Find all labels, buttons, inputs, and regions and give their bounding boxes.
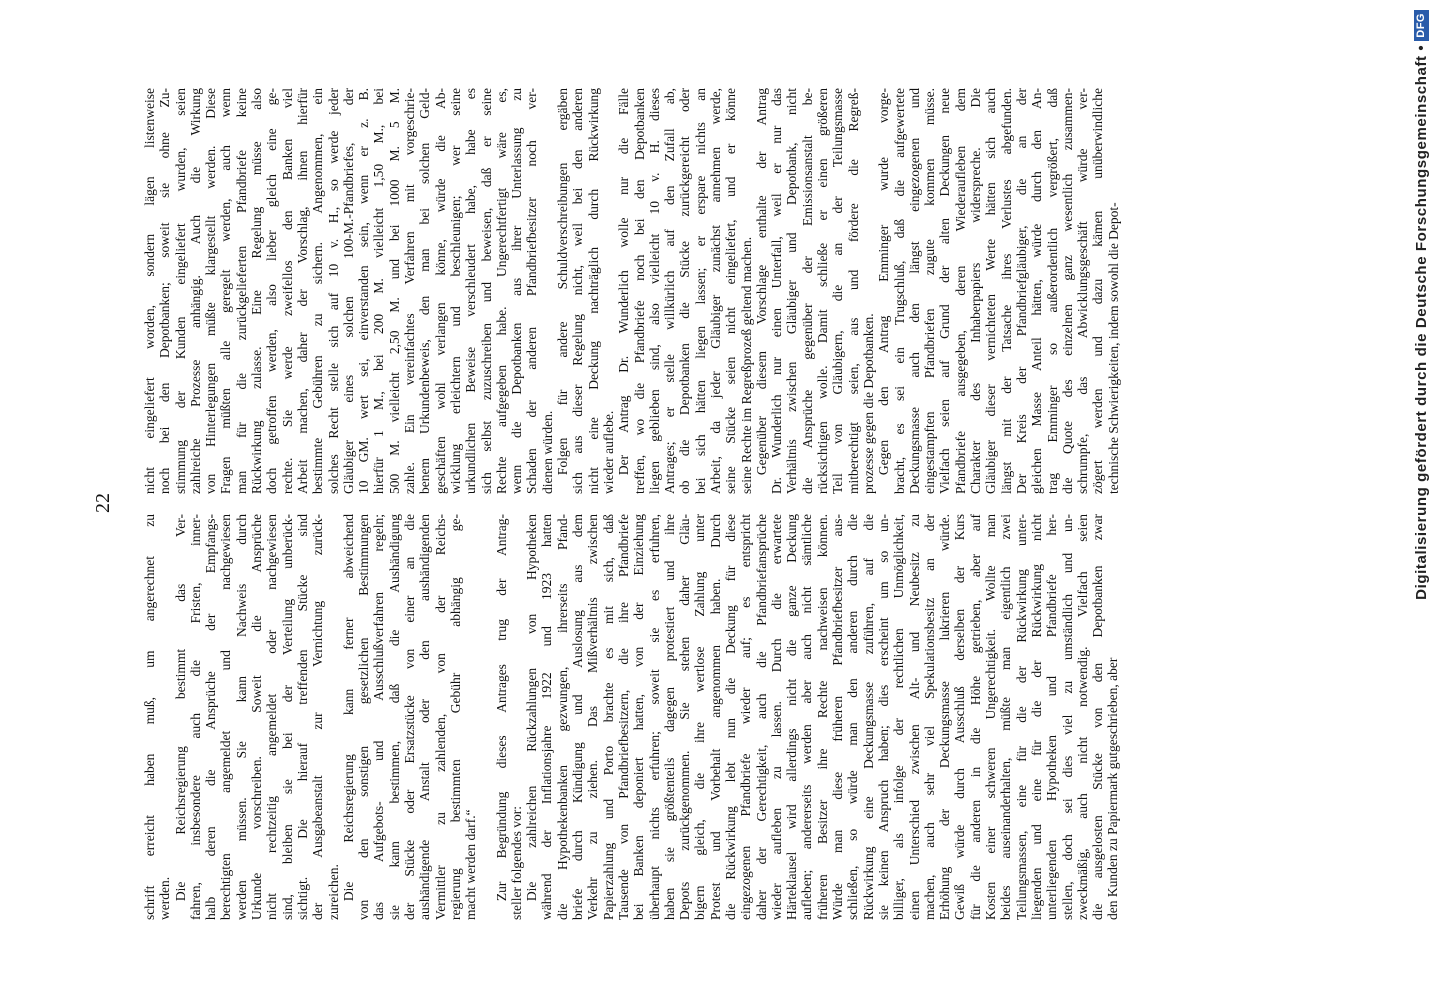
text-line: bei sich hätten liegen lassen; er erspare nichts an (692, 88, 708, 494)
text-line: zahlreiche Prozesse anhängig. Auch die Wirkung (187, 88, 203, 494)
text-line: eingestampften Pfandbriefen zugute kommen müsse. (922, 88, 938, 494)
text-line: Kosten einer schweren Ungerechtigkeit. Wollte man (983, 514, 999, 920)
text-line: Härteklausel wird allerdings nicht die ganze Deckung (784, 514, 800, 920)
text-line: die Rückwirkung lebt nun die Deckung für diese (722, 514, 738, 920)
text-line: sie kann bestimmen, daß die Aushändigung (386, 514, 402, 920)
text-line: liegenden und eine für die der Rückwirkung nicht (1028, 514, 1044, 920)
text-line: die Quote des einzelnen ganz wesentlich zusammen- (1059, 88, 1075, 494)
text-line: steller folgendes vor: (508, 806, 524, 920)
text-line: die Ansprüche gegenüber der Emissionsanstalt be- (799, 88, 815, 494)
digitization-credit (1413, 10, 1429, 700)
text-line: schrumpfe, das Abwicklungsgeschäft würde ver- (1075, 88, 1091, 494)
text-line: Die Reichsregierung bestimmt das Ver- (172, 514, 188, 902)
text-line: liegen geblieben sind, also vielleicht 10 v. H. dieses (646, 88, 662, 494)
text-line: sich selbst zuzuschreiben und beweisen, daß er seine (478, 88, 494, 494)
text-line: Fragen müßten alle geregelt werden, auch wenn (218, 88, 234, 494)
credit-text: Digitalisierung gefördert durch die Deutsche Forschungsgemeinschaft • (1412, 44, 1430, 600)
left-column (138, 514, 1128, 920)
text-line: längst mit der Tatsache ihres Verlustes abgefunden. (998, 88, 1014, 494)
text-line: 10 GM. wert sei, einverstanden sein, wenn er z. B. (356, 88, 372, 494)
text-line: billiger, als infolge der rechtlichen Unmöglichkeit, (891, 514, 907, 920)
text-line: früheren Besitzer ihre Rechte nachweisen können. (814, 514, 830, 920)
text-line: sie keinen Anspruch haben; dies erscheint um so un- (875, 514, 891, 920)
text-line: Depots zurückgenommen. Sie stehen daher Gläu- (677, 514, 693, 920)
text-line: Charakter des Inhaberpapiers widerspreche. Die (968, 88, 984, 494)
text-line: schließen, so würde man den anderen durch die (845, 514, 861, 920)
text-line: die ausgelosten Stücke von den Depotbanken zwar (1090, 514, 1106, 920)
text-line: werden. (157, 876, 173, 920)
text-line: stimmung der Kunden eingeliefert wurden, seien (172, 88, 188, 494)
text-line: werden müssen. Sie kann Nachweis durch (233, 514, 249, 920)
text-line: Gläubiger dieser vernichteten Werte hätten sich auch (983, 88, 999, 494)
text-line: wieder auflebe. (600, 410, 616, 494)
text-line: Der Antrag Dr. Wunderlich wolle nur die Fälle (616, 88, 632, 476)
text-line: Die zahlreichen Rückzahlungen von Hypotheken (524, 514, 540, 902)
text-line: während der Inflationsjahre 1922 und 1923 hatten (539, 514, 555, 920)
text-line: Rechte aufgegeben habe. Ungerechtfertigt wäre es, (493, 88, 509, 494)
text-line: mitberechtigt seien, aus und fördere die Regreß- (845, 88, 861, 494)
text-line: technische Schwierigkeiten, indem sowohl die Depot- (1105, 202, 1121, 494)
text-line: rücksichtigen wolle. Damit schließe er einen größeren (815, 88, 831, 494)
right-column (138, 88, 1128, 494)
text-line: wieder aufleben zu lassen. Durch die erwartete (768, 514, 784, 920)
text-line: seine Rechte im Regreßprozeß geltend machen. (738, 236, 754, 494)
text-line: Urkunde vorschreiben. Soweit die Ansprüche (249, 514, 265, 920)
paragraph (142, 88, 555, 494)
text-line: 500 M. vielleicht 2,50 M. und bei 1000 M. 5 M. (386, 88, 402, 494)
text-line: eingezogenen Pfandbriefe wieder auf; es entspricht (738, 514, 754, 920)
text-line: das Aufgebots- und Ausschlußverfahren regeln; (371, 514, 387, 920)
text-line: den Kunden zu Papiermark gutgeschrieben, aber (1105, 657, 1121, 920)
text-line: Gewiß würde durch Ausschluß derselben der Kurs (952, 514, 968, 920)
text-line: die Hypothekenbanken gezwungen, ihrerseits Pfand- (554, 514, 570, 920)
text-line: hierfür 1 M., bei 200 M. vielleicht 1,50 M., bei (371, 88, 387, 494)
text-line: Vielfach seien auf Grund der alten Deckungen neue (937, 88, 953, 494)
text-line: Tausende von Pfandbriefbesitzern, die ihre Pfandbriefe (615, 514, 631, 920)
text-line: seine Stücke seien nicht eingeliefert, und er könne (723, 88, 739, 494)
text-line: von Hinterlegungen müßte klargestellt werden. Diese (203, 88, 219, 494)
text-line: benem Urkundenbeweis, den man bei solchen Geld- (417, 88, 433, 494)
text-line: unterliegenden Hypotheken und Pfandbriefe her- (1044, 514, 1060, 920)
paragraph (555, 88, 616, 494)
text-line: Verhältnis zwischen Gläubiger und Depotbank, nicht (784, 88, 800, 494)
text-line: Gläubiger eines solchen 100-M.-Pfandbriefes, der (340, 88, 356, 494)
text-line: daher der Gerechtigkeit, auch die Pfandbriefansprüche (753, 514, 769, 920)
text-line: urkundlichen Beweise verschleudert habe, habe es (463, 88, 479, 494)
text-line: Rückwirkung zulasse. Eine Regelung müsse also (249, 88, 265, 494)
text-line: Arbeit machen, daher der Vorschlag, ihnen hierfür (294, 88, 310, 494)
text-line: der Stücke oder Ersatzstücke von einer an die (402, 514, 418, 920)
text-line: wicklung erleichtern und beschleunigen; wer seine (447, 88, 463, 494)
text-line: dienen würden. (539, 410, 555, 494)
text-line: doch getroffen werden, also lieber gleich eine ge- (264, 88, 280, 494)
text-line: rechte. Sie werde zweifellos den Banken viel (279, 88, 295, 494)
text-line: zögert werden und dazu kämen unüberwindliche (1090, 88, 1106, 494)
text-line: gleichen Masse Anteil hätten, würde durch den An- (1029, 88, 1045, 494)
text-line: prozesse gegen die Depotbanken. (860, 313, 876, 494)
text-line: Vermittler zu zahlenden, von der Reichs- (432, 514, 448, 920)
text-line: überhaupt nichts erfuhren; soweit sie es erfuhren, (646, 514, 662, 920)
text-line: Verkehr zu ziehen. Das Mißverhältnis zwischen (585, 514, 601, 920)
text-line: Protest und Vorbehalt angenommen haben. Durch (707, 514, 723, 920)
page-number: 22 (92, 493, 114, 513)
text-line: zweckmäßig, auch nicht notwendig. Vielfach seien (1074, 514, 1090, 920)
text-line: Pfandbriefe ausgegeben, deren Wiederaufleben dem (952, 88, 968, 494)
text-line: sind, bleiben sie bei der Verteilung unberück- (279, 514, 295, 920)
text-line: bigern gleich, die ihre wertlose Zahlung unter (692, 514, 708, 920)
text-line: Schaden der anderen Pfandbriefbesitzer noch ver- (524, 88, 540, 494)
text-line: bestimmte Gebühren zu sichern. Angenommen, ein (310, 88, 326, 494)
text-line: sichtigt. Die hierauf treffenden Stücke sind (294, 514, 310, 920)
text-line: trag Emminger so außerordentlich vergrößert, daß (1044, 88, 1060, 494)
text-line: berechtigten angemeldet und nachgewiesen (218, 514, 234, 920)
text-line: solches Recht stelle sich auf 10 v. H., so werde jeder (325, 88, 341, 494)
paragraph (876, 88, 1121, 494)
text-line: Teil von Gläubigern, die an der Teilungsmasse (830, 88, 846, 494)
text-line: regierung bestimmten Gebühr abhängig ge- (447, 514, 463, 920)
text-line: Deckungsmasse auch den längst eingezogenen und (906, 88, 922, 494)
text-line: Arbeit, da jeder Gläubiger zunächst annehmen werde, (707, 88, 723, 494)
text-line: Der Kreis der Pfandbriefgläubiger, die an der (1013, 88, 1029, 494)
text-line: Dr. Wunderlich nur einen Unterfall, weil er nur das (769, 88, 785, 494)
text-line: schrift erreicht haben muß, um angerechnet zu (142, 514, 157, 920)
text-line: stellen, doch sei dies viel zu umständlich und un- (1059, 514, 1075, 920)
text-line: Antrages; er stelle willkürlich auf den Zufall ab, (662, 88, 678, 494)
text-line: Papierzahlung und Porto brachte es mit sich, daß (600, 514, 616, 920)
text-line: sich aus dieser Regelung nicht, weil bei den anderen (570, 88, 586, 494)
text-line: treffen, wo die Pfandbriefe noch bei den Depotbanken (631, 88, 647, 494)
text-block (138, 88, 1128, 920)
text-line: halb deren die Ansprüche der Empfangs- (203, 514, 219, 920)
text-line: man für die zurückgelieferten Pfandbriefe keine (233, 88, 249, 494)
text-line: bracht, es sei ein Trugschluß, daß die aufgewertete (891, 88, 907, 494)
text-line: fahren, insbesondere auch die Fristen, inner- (187, 514, 203, 920)
text-line: nicht eine Deckung nachträglich durch Rückwirkung (585, 88, 601, 494)
text-line: beides auseinanderhalten, müßte man eigentlich zwei (998, 514, 1014, 920)
text-line: Rückwirkung eine Deckungsmasse zuführen, auf die (860, 514, 876, 920)
text-line: aufleben; andererseits werden aber auch nicht sämtliche (799, 514, 815, 920)
text-line: nicht rechtzeitig angemeldet oder nachgewiesen (264, 514, 280, 920)
text-line: machen, auch sehr viel Spekulationsbesitz an der (921, 514, 937, 920)
text-line: zahle. Ein vereinfachtes Verfahren mit vorgeschrie- (402, 88, 418, 494)
paragraph (616, 88, 754, 494)
text-line: wenn die Depotbanken aus ihrer Unterlassung zu (509, 88, 525, 494)
text-line: aushändigende Anstalt oder den aushändigenden (417, 514, 433, 920)
paragraph (754, 88, 876, 494)
text-line: briefe durch Kündigung und Auslosung aus dem (570, 514, 586, 920)
text-line: Würde man diese früheren Pfandbriefbesitzer aus- (830, 514, 846, 920)
paragraph (341, 514, 479, 920)
text-line: Zur Begründung dieses Antrages trug der Antrag- (493, 514, 509, 902)
text-line: macht werden darf.“ (463, 809, 479, 920)
paragraph (524, 514, 1121, 920)
text-line: von den sonstigen gesetzlichen Bestimmungen (356, 514, 372, 920)
text-line: Gegen den Antrag Emminger wurde vorge- (876, 88, 892, 476)
text-line: für die anderen in die Höhe getrieben, aber auf (967, 514, 983, 920)
text-line: nicht eingeliefert worden, sondern lägen listenweise (142, 88, 157, 494)
paragraph (142, 514, 173, 920)
text-line: noch bei den Depotbanken; soweit sie ohne Zu- (157, 88, 173, 494)
text-line: einen Unterschied zwischen Alt- und Neubesitz zu (906, 514, 922, 920)
text-line: der Ausgabeanstalt zur Vernichtung zurück- (310, 514, 326, 920)
text-line: ob die Depotbanken die Stücke zurückgereicht oder (677, 88, 693, 494)
text-line: zureichen. (325, 864, 341, 920)
dfg-logo: DFG (1414, 10, 1429, 41)
text-line: Erhöhung der Deckungsmasse lukrieren würde. (937, 514, 953, 920)
text-line: Folgen für andere Schuldverschreibungen ergäben (555, 88, 571, 476)
text-line: haben sie größtenteils dagegen protestiert und ihre (661, 514, 677, 920)
text-line: bei Banken deponiert hatten, von der Einziehung (631, 514, 647, 920)
text-line: Gegenüber diesem Vorschlage enthalte der Antrag (753, 88, 769, 476)
text-line: geschäften wohl verlangen könne, würde die Ab- (432, 88, 448, 494)
text-line: Teilungsmassen, eine für die der Rückwirkung unter- (1013, 514, 1029, 920)
text-line: Die Reichsregierung kann ferner abweichend (340, 514, 356, 902)
paragraph (494, 514, 525, 920)
paragraph (173, 514, 341, 920)
